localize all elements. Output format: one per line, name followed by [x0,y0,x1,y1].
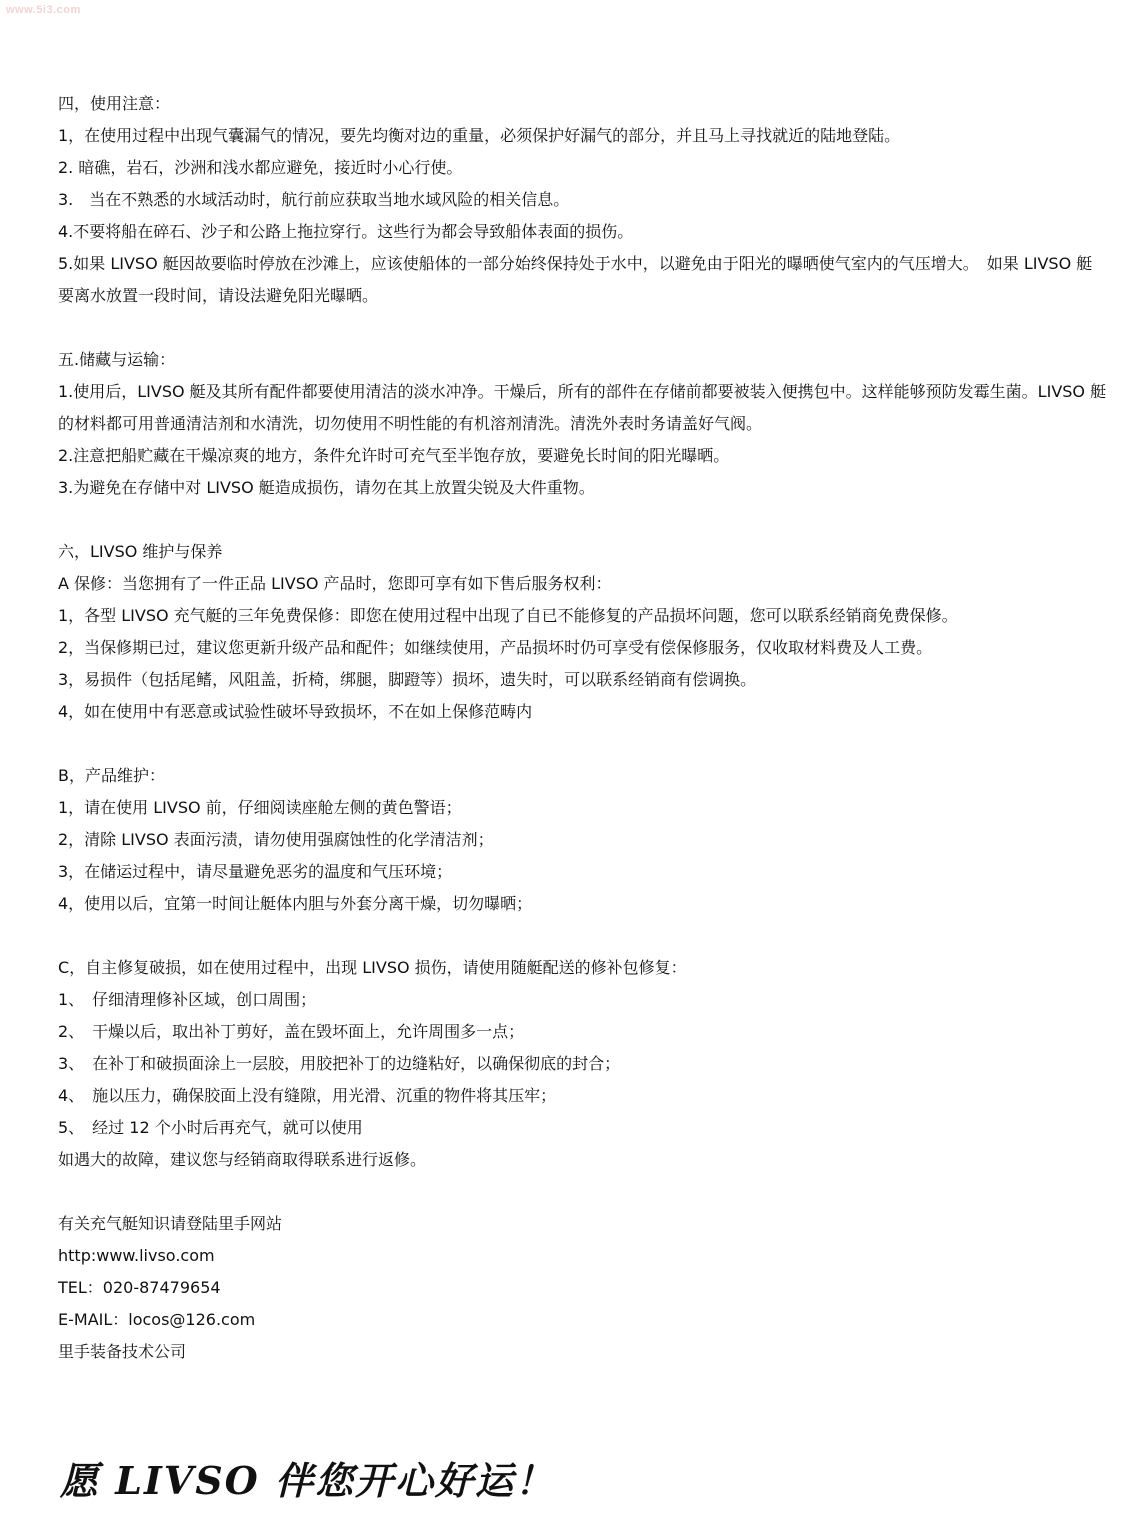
subsection-heading: C，自主修复破损，如在使用过程中，出现 LIVSO 损伤，请使用随艇配送的修补包修复： [58,958,687,977]
list-item: 4、 施以压力，确保胶面上没有缝隙，用光滑、沉重的物件将其压牢； [58,1086,557,1105]
list-item: 3. 当在不熟悉的水域活动时，航行前应获取当地水域风险的相关信息。 [58,190,570,209]
repair-note: 如遇大的故障，建议您与经销商取得联系进行返修。 [58,1150,427,1169]
list-item: 3，易损件（包括尾鳍，风阻盖，折椅，绑腿，脚蹬等）损坏，遗失时，可以联系经销商有偿调换。 [58,670,757,689]
website-link[interactable]: http:www.livso.com [58,1246,215,1265]
list-item: 2，清除 LIVSO 表面污渍，请勿使用强腐蚀性的化学清洁剂； [58,830,494,849]
list-item: 3、 在补丁和破损面涂上一层胶，用胶把补丁的边缝粘好，以确保彻底的封合； [58,1054,621,1073]
manual-document [58,88,1108,1368]
section-heading: 四，使用注意： [58,94,171,113]
section-product-care [58,760,1108,920]
section-maintenance-warranty [58,536,1108,728]
list-item: 5.如果 LIVSO 艇因故要临时停放在沙滩上，应该使船体的一部分始终保持处于水中，以避免由于阳光的曝晒使气室内的气压增大。 如果 LIVSO 艇要离水放置一段时间，请设法避免阳光曝晒。 [58,254,1093,305]
section-heading: 六，LIVSO 维护与保养 [58,542,223,561]
list-item: 2. 暗礁，岩石，沙洲和浅水都应避免，接近时小心行使。 [58,158,463,177]
list-item: 2、 干燥以后，取出补丁剪好，盖在毁坏面上，允许周围多一点； [58,1022,525,1041]
slogan: 愿 LIVSO 伴您开心好运！ [60,1458,555,1503]
phone-number: TEL：020-87479654 [58,1278,221,1297]
list-item: 1，请在使用 LIVSO 前，仔细阅读座舱左侧的黄色警语； [58,798,462,817]
email-address[interactable]: E-MAIL：locos@126.com [58,1310,256,1329]
company-name: 里手装备技术公司 [58,1342,187,1361]
list-item: 1.使用后，LIVSO 艇及其所有配件都要使用清洁的淡水冲净。干燥后，所有的部件在存储前都要被装入便携包中。这样能够预防发霉生菌。LIVSO 艇的材料都可用普通清洁剂和水清洗，切勿使用不明性能的有机溶剂清洗。清洗外表时务请盖好气阀。 [58,382,1107,433]
section-heading: 五.储藏与运输： [58,350,176,369]
list-item: 5、 经过 12 个小时后再充气，就可以使用 [58,1118,363,1137]
list-item: 3.为避免在存储中对 LIVSO 艇造成损伤，请勿在其上放置尖锐及大件重物。 [58,478,595,497]
section-usage-notes [58,88,1108,312]
list-item: 2，当保修期已过，建议您更新升级产品和配件；如继续使用，产品损坏时仍可享受有偿保修服务，仅收取材料费及人工费。 [58,638,933,657]
list-item: 1、 仔细清理修补区域，创口周围； [58,990,317,1009]
subsection-heading: B，产品维护： [58,766,165,785]
list-item: 4.不要将船在碎石、沙子和公路上拖拉穿行。这些行为都会导致船体表面的损伤。 [58,222,634,241]
list-item: 1，各型 LIVSO 充气艇的三年免费保修：即您在使用过程中出现了自已不能修复的产品损坏问题，您可以联系经销商免费保修。 [58,606,958,625]
subsection-heading: A 保修：当您拥有了一件正品 LIVSO 产品时，您即可享有如下售后服务权利： [58,574,612,593]
contact-block [58,1208,1108,1368]
section-storage-transport [58,344,1108,504]
list-item: 4，如在使用中有恶意或试验性破坏导致损坏，不在如上保修范畴内 [58,702,533,721]
list-item: 1，在使用过程中出现气囊漏气的情况，要先均衡对边的重量，必须保护好漏气的部分，并且马上寻找就近的陆地登陆。 [58,126,901,145]
site-watermark: www.5i3.com [6,4,81,16]
section-self-repair [58,952,1108,1176]
list-item: 2.注意把船贮藏在干燥凉爽的地方，条件允许时可充气至半饱存放，要避免长时间的阳光曝晒。 [58,446,730,465]
list-item: 3，在储运过程中，请尽量避免恶劣的温度和气压环境； [58,862,453,881]
list-item: 4，使用以后，宜第一时间让艇体内胆与外套分离干燥，切勿曝晒； [58,894,533,913]
contact-intro: 有关充气艇知识请登陆里手网站 [58,1214,283,1233]
